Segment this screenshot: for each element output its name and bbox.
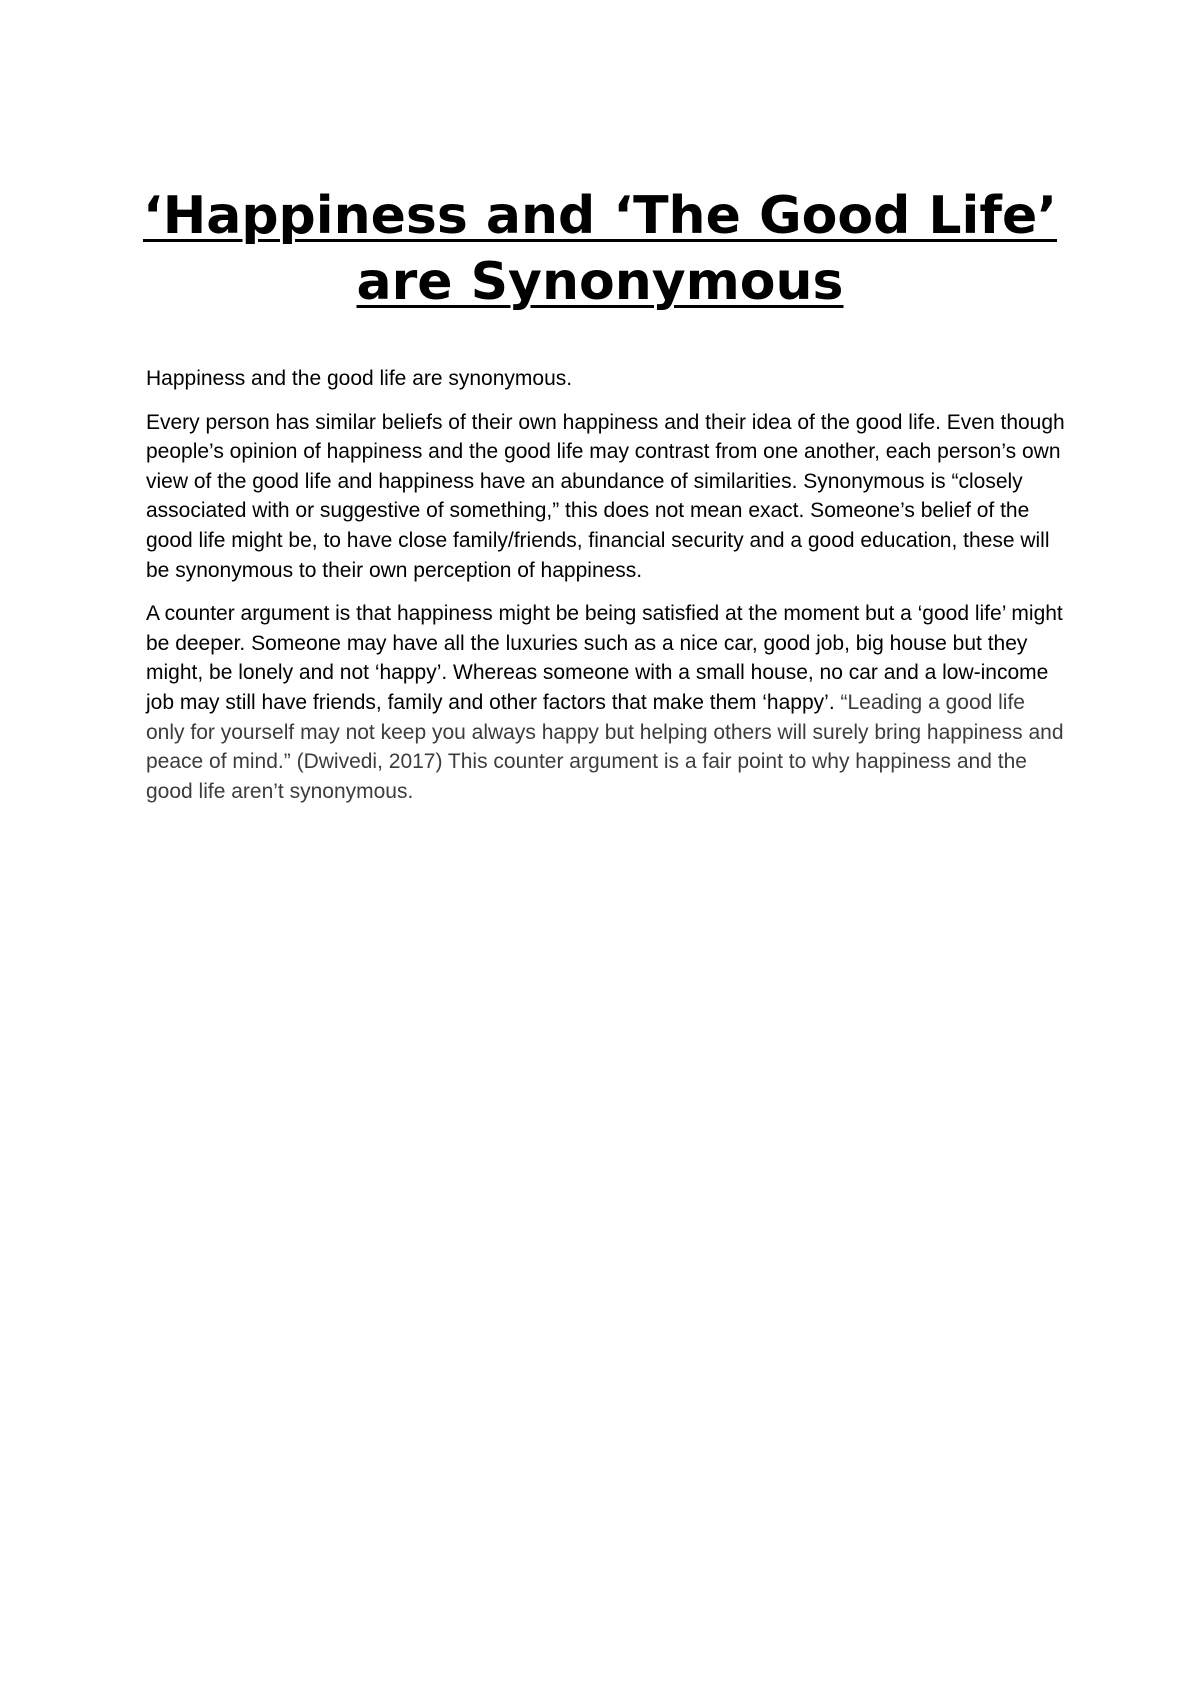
quote-text: “Leading a good life only for yourself may not keep you always happy but helping others will surely bring happiness and peace of mind.” (Dwivedi, 2017) This counter argument is a fair point to why happiness and the good life aren’t synonymous. bbox=[146, 690, 1064, 803]
paragraph-counter-argument bbox=[146, 599, 1066, 806]
document-body bbox=[146, 364, 1066, 820]
paragraph-thesis: Happiness and the good life are synonymous. bbox=[146, 367, 573, 390]
document-title: ‘Happiness and ‘The Good Life’ are Synonymous bbox=[142, 186, 1058, 312]
paragraph-argument: Every person has similar beliefs of their own happiness and their idea of the good life. Even though people’s opinion of happiness and the good life may contrast from one another, each person’s own view of the good life and happiness have an abundance of similarities. Synonymous is “closely associated with or suggestive of something,” this does not mean exact. Someone’s belief of the good life might be, to have close family/friends, financial security and a good education, these will be synonymous to their own perception of happiness. bbox=[146, 410, 1065, 582]
counter-argument-text: A counter argument is that happiness might be being satisfied at the moment but a ‘good life’ might be deeper. Someone may have all the luxuries such as a nice car, good job, big house but they might, be lonely and not ‘happy’. Whereas someone with a small house, no car and a low-income job may still have friends, family and other factors that make them ‘happy’. bbox=[146, 602, 1063, 714]
